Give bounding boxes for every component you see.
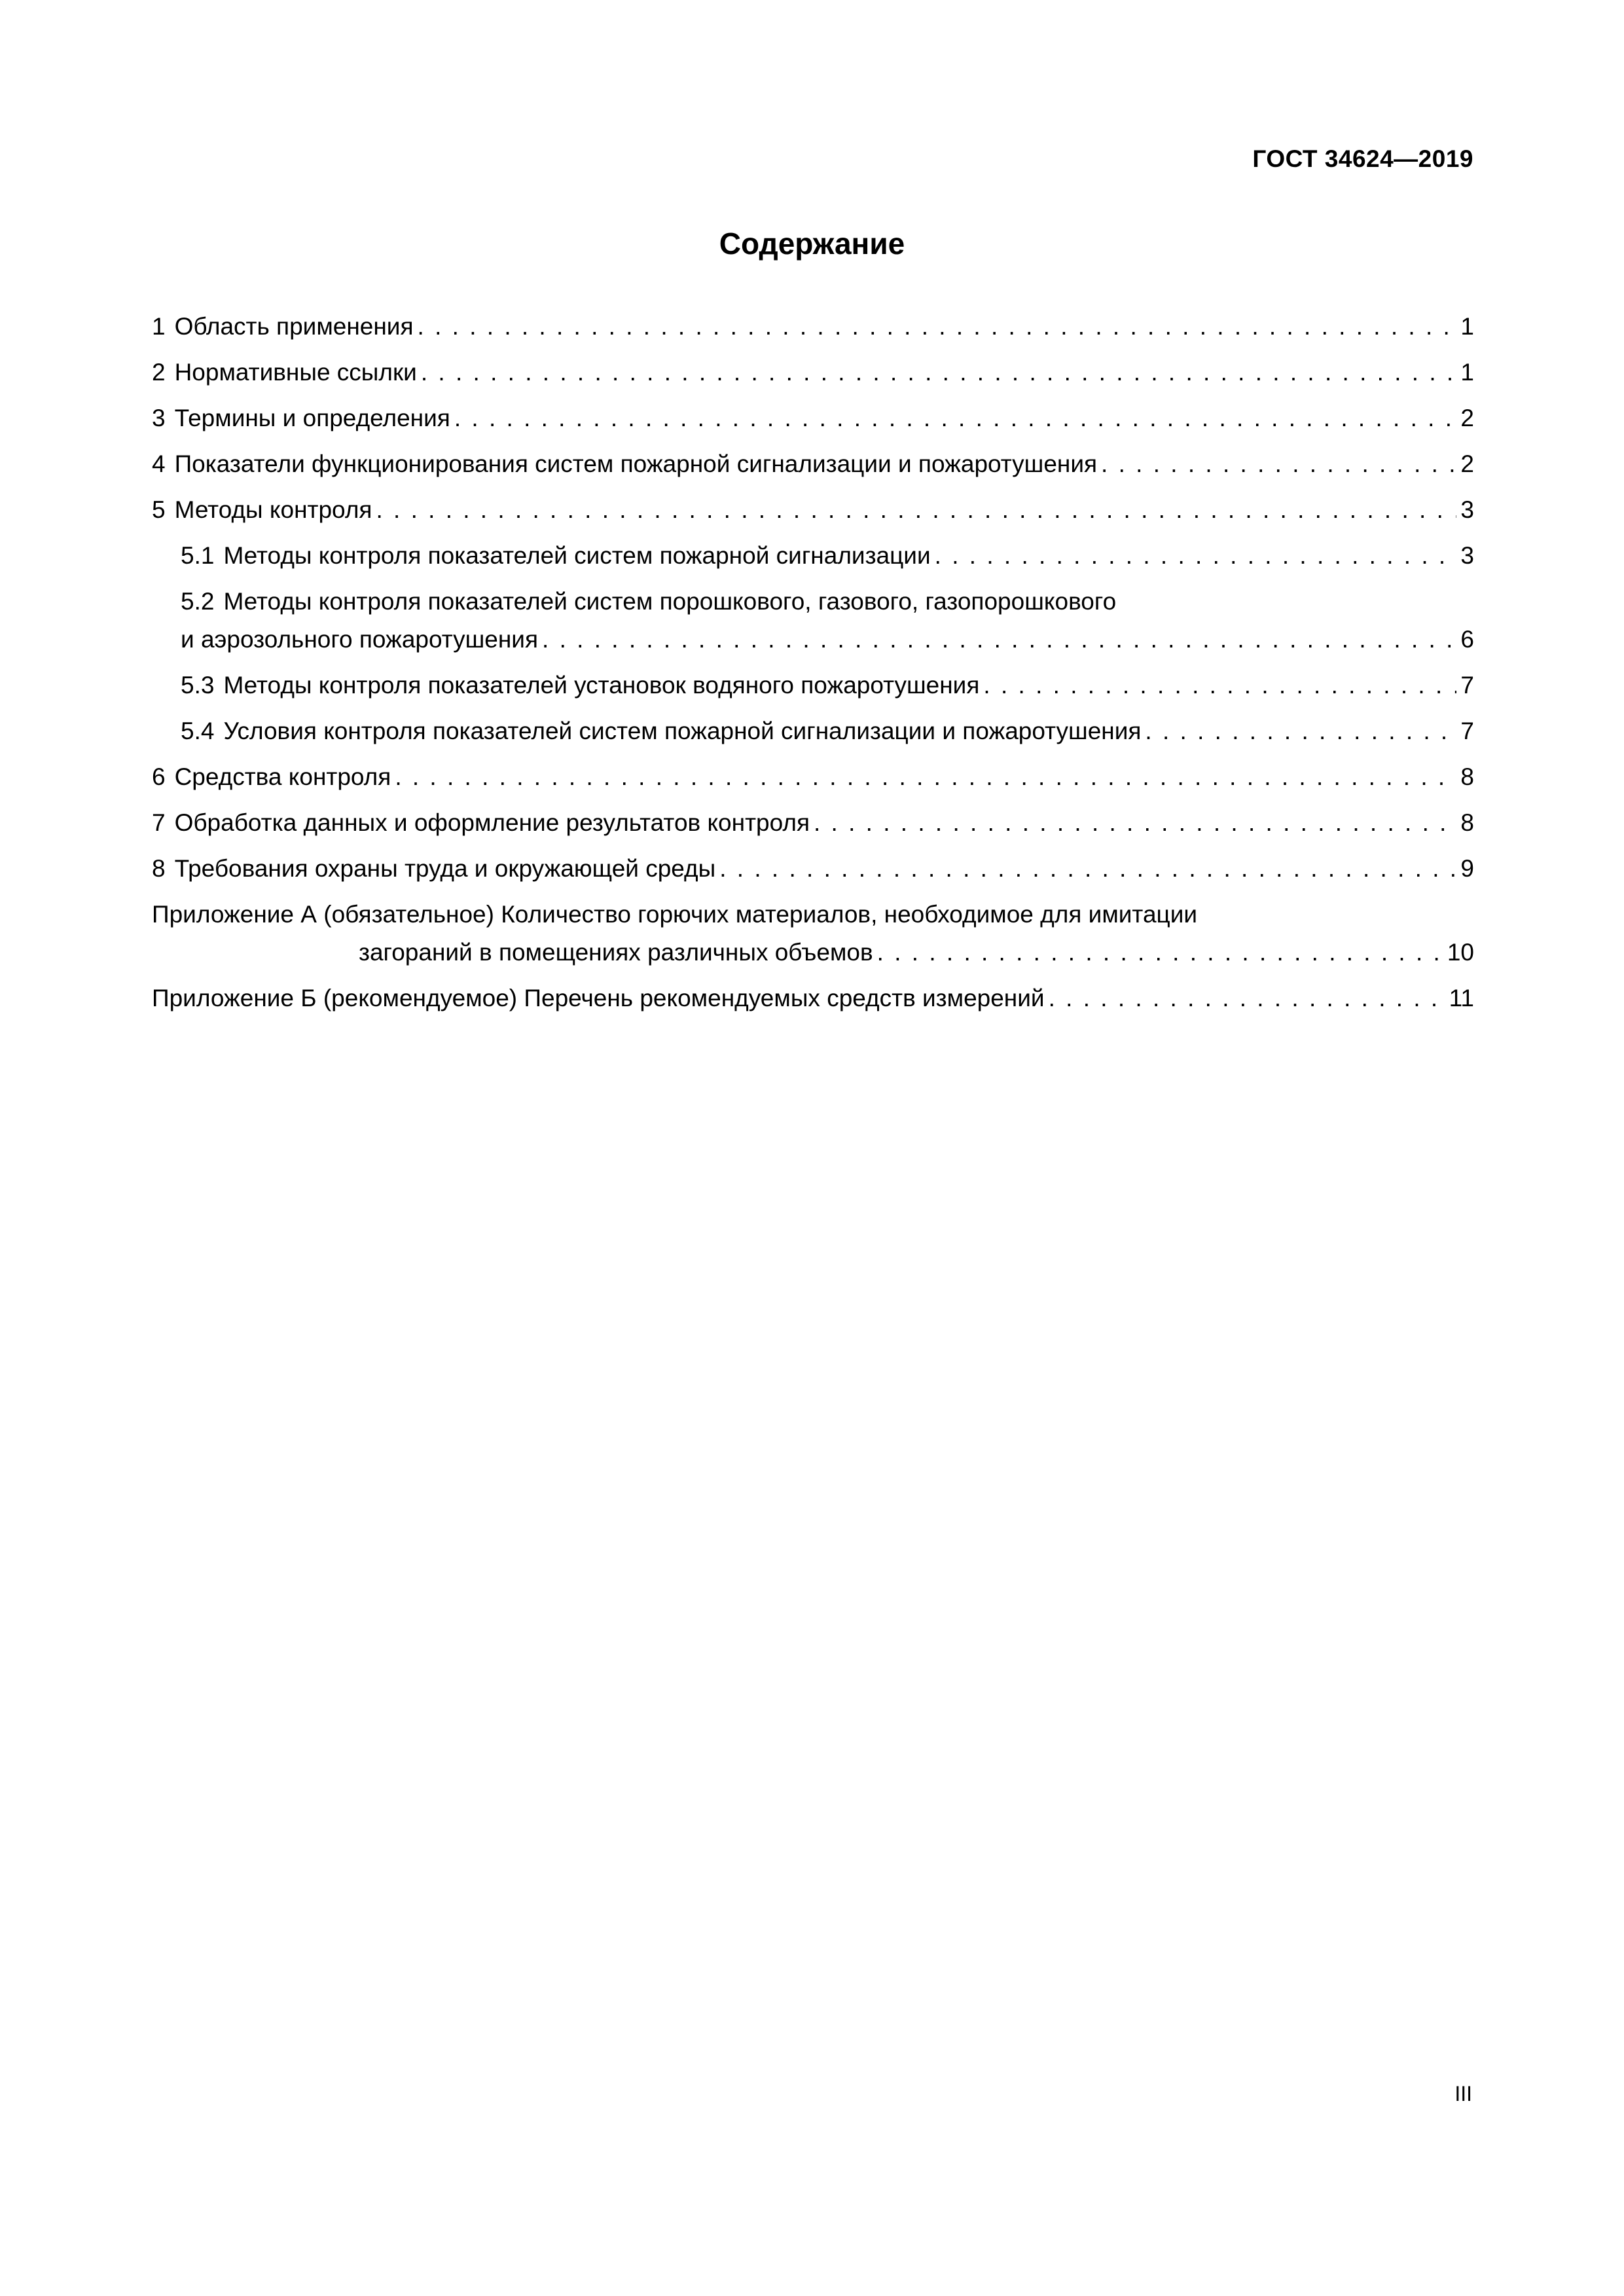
toc-entry-text: Термины и определения bbox=[174, 405, 450, 431]
toc-leader-dots bbox=[719, 850, 1456, 888]
toc-entry-page: 2 bbox=[1460, 450, 1474, 477]
toc-entry-number: 1 bbox=[152, 313, 166, 340]
toc-entry-page: 11 bbox=[1449, 985, 1474, 1011]
toc-entry-8[interactable] bbox=[152, 850, 1474, 888]
toc-leader-dots bbox=[983, 666, 1456, 704]
toc-entry-number: 5.4 bbox=[181, 718, 215, 744]
toc-entry-text: Условия контроля показателей систем пожарной сигнализации и пожаротушения bbox=[223, 718, 1142, 744]
toc-entry-7[interactable] bbox=[152, 804, 1474, 842]
toc-entry-text-line1: Приложение А (обязательное) Количество горючих материалов, необходимое для имитации bbox=[152, 901, 1198, 928]
toc-entry-text: Область применения bbox=[174, 313, 414, 340]
toc-entry-page: 8 bbox=[1460, 809, 1474, 836]
toc-leader-dots bbox=[1145, 712, 1456, 750]
toc-entry-page: 7 bbox=[1460, 718, 1474, 744]
toc-entry-number: 5.1 bbox=[181, 542, 215, 569]
toc-entry-5-4[interactable] bbox=[152, 712, 1474, 750]
toc-entry-number: 7 bbox=[152, 809, 166, 836]
toc-entry-5-1[interactable] bbox=[152, 537, 1474, 575]
toc-entry-page: 1 bbox=[1460, 313, 1474, 340]
toc-entry-text: Обработка данных и оформление результатов контроля bbox=[174, 809, 810, 836]
toc-entry-text-line2: и аэрозольного пожаротушения bbox=[181, 626, 539, 653]
toc-entry-5-2[interactable] bbox=[152, 583, 1474, 659]
toc-entry-number: 5.3 bbox=[181, 672, 215, 699]
toc-entry-5[interactable] bbox=[152, 491, 1474, 529]
toc-entry-page: 1 bbox=[1460, 359, 1474, 386]
toc-entry-text: Требования охраны труда и окружающей среды bbox=[174, 855, 716, 882]
toc-leader-dots bbox=[542, 621, 1456, 659]
toc-entry-number: 5.2 bbox=[181, 588, 215, 615]
toc-entry-text-line1: Методы контроля показателей систем порошкового, газового, газопорошкового bbox=[223, 588, 1117, 615]
toc-entry-5-3[interactable] bbox=[152, 666, 1474, 704]
document-code: ГОСТ 34624—2019 bbox=[1252, 145, 1473, 172]
toc-entry-text: Методы контроля bbox=[174, 496, 372, 523]
toc-leader-dots bbox=[376, 491, 1456, 529]
toc-entry-3[interactable] bbox=[152, 399, 1474, 437]
toc-entry-4[interactable] bbox=[152, 445, 1474, 483]
toc-leader-dots bbox=[814, 804, 1456, 842]
toc-leader-dots bbox=[418, 308, 1457, 346]
toc-entry-number: 2 bbox=[152, 359, 166, 386]
toc-leader-dots bbox=[454, 399, 1457, 437]
toc-entry-text: Показатели функционирования систем пожарной сигнализации и пожаротушения bbox=[174, 450, 1098, 477]
toc-entry-1[interactable] bbox=[152, 308, 1474, 346]
toc-entry-2[interactable] bbox=[152, 354, 1474, 392]
toc-entry-text: Методы контроля показателей установок водяного пожаротушения bbox=[223, 672, 980, 699]
toc-entry-number: 5 bbox=[152, 496, 166, 523]
toc-entry-page: 6 bbox=[1460, 626, 1474, 653]
toc-entry-6[interactable] bbox=[152, 758, 1474, 796]
toc-entry-text-line2: загораний в помещениях различных объемов bbox=[359, 939, 873, 966]
toc-entry-number: 6 bbox=[152, 763, 166, 790]
page-title: Содержание bbox=[719, 227, 905, 261]
page-number: III bbox=[1454, 2082, 1472, 2105]
toc-entry-page: 2 bbox=[1460, 405, 1474, 431]
toc-entry-number: 4 bbox=[152, 450, 166, 477]
toc-entry-text: Средства контроля bbox=[174, 763, 391, 790]
toc-leader-dots bbox=[395, 758, 1456, 796]
toc-entry-number: 3 bbox=[152, 405, 166, 431]
table-of-contents bbox=[152, 308, 1474, 1025]
toc-entry-page: 9 bbox=[1460, 855, 1474, 882]
toc-leader-dots bbox=[1049, 979, 1445, 1017]
toc-leader-dots bbox=[877, 934, 1443, 972]
toc-leader-dots bbox=[421, 354, 1457, 392]
toc-entry-page: 10 bbox=[1447, 939, 1474, 966]
toc-entry-page: 3 bbox=[1460, 496, 1474, 523]
toc-entry-text: Нормативные ссылки bbox=[174, 359, 417, 386]
toc-entry-page: 3 bbox=[1460, 542, 1474, 569]
toc-entry-number: 8 bbox=[152, 855, 166, 882]
toc-entry-text: Приложение Б (рекомендуемое) Перечень рекомендуемых средств измерений bbox=[152, 985, 1045, 1011]
toc-entry-annex-b[interactable] bbox=[152, 979, 1474, 1017]
toc-leader-dots bbox=[935, 537, 1457, 575]
toc-leader-dots bbox=[1101, 445, 1456, 483]
toc-entry-annex-a[interactable] bbox=[152, 896, 1474, 972]
toc-entry-page: 7 bbox=[1460, 672, 1474, 699]
toc-entry-page: 8 bbox=[1460, 763, 1474, 790]
toc-entry-text: Методы контроля показателей систем пожарной сигнализации bbox=[223, 542, 931, 569]
